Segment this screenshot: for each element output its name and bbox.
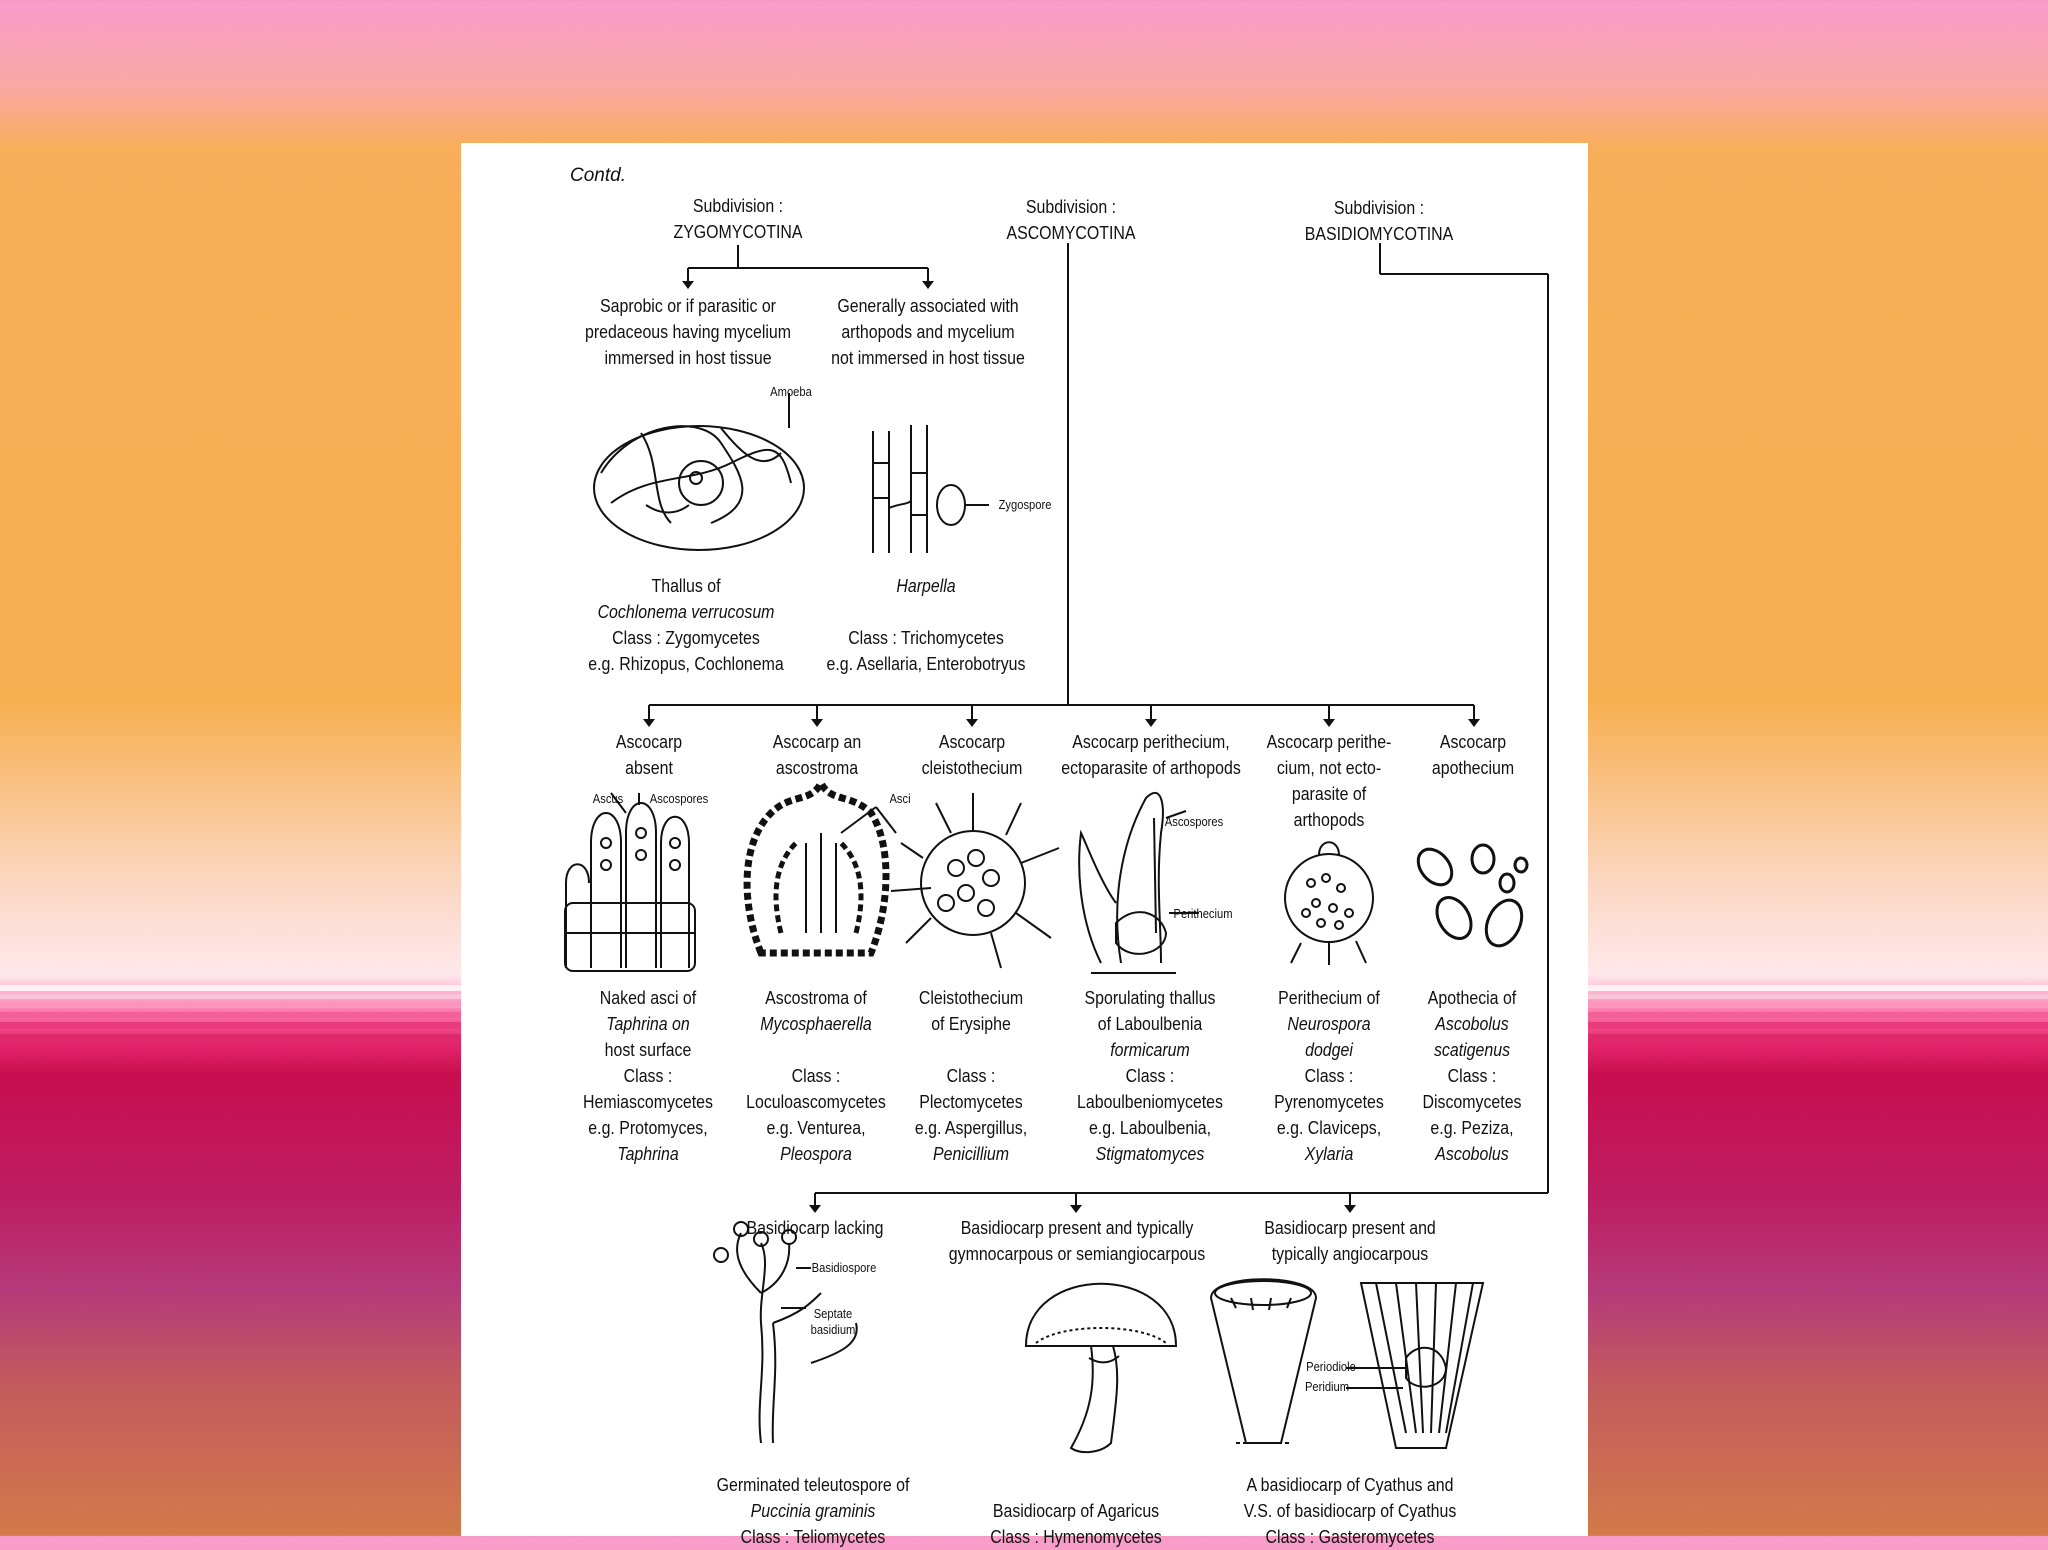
cochlonema-thallus-figure [594, 393, 804, 550]
mycosphaerella-asci [806, 807, 896, 933]
basidio-branch-1-description: Basidiocarp lacking [746, 1217, 884, 1238]
diagram-slide [461, 143, 1588, 1547]
harpella-figure [873, 425, 989, 553]
zygospore-label: Zygospore [998, 497, 1052, 512]
page-note: Contd. [570, 165, 626, 186]
zygo-branch-1-description: Saprobic or if parasitic or predaceous having mycelium immersed in host tissue [584, 295, 792, 368]
ascospores-label: Ascospores [649, 791, 709, 806]
asco-branch-5-description: Ascocarp perithe- cium, not ecto- parasite of arthopods [1266, 731, 1392, 830]
basidio-branch-3-caption: A basidiocarp of Cyathus and V.S. of basidiocarp of Cyathus Class : Gasteromycetes [1243, 1474, 1457, 1547]
asco-branch-5-caption: Perithecium of Neurospora dodgei Class : Pyrenomycetes e.g. Claviceps, Xylaria [1274, 987, 1384, 1164]
asco-branch-6-description: Ascocarp apothecium [1431, 731, 1515, 778]
basidiospore-label: Basidiospore [811, 1260, 877, 1275]
asco-branch-4-description: Ascocarp perithecium, ectoparasite of arthopods [1061, 731, 1241, 778]
neurospora-figure [1285, 842, 1373, 965]
septate-basidium-label: Septate basidium [810, 1306, 856, 1337]
asco-branch-2-caption: Ascostroma of Mycosphaerella Class : Loculoascomycetes e.g. Venturea, Pleospora [746, 987, 886, 1164]
basidio-branch-3-description: Basidiocarp present and typically angiocarpous [1264, 1217, 1436, 1264]
taphrina-figure [565, 793, 695, 971]
ascobolus-figure [1411, 843, 1528, 952]
periodiole-label: Periodiole [1306, 1359, 1356, 1374]
asco-branch-1-description: Ascocarp absent [615, 731, 683, 778]
agaricus-figure [1026, 1284, 1176, 1452]
zygo-branch-2-description: Generally associated with arthopods and mycelium not immersed in host tissue [831, 295, 1025, 368]
perithecium-label: Perithecium [1173, 906, 1233, 921]
subdivision-basidiomycotina: Subdivision : BASIDIOMYCOTINA [1304, 197, 1454, 244]
basidio-branch-2-description: Basidiocarp present and typically gymnocarpous or semiangiocarpous [948, 1217, 1206, 1264]
asco-branch-3-description: Ascocarp cleistothecium [921, 731, 1023, 778]
asco-branch-1-caption: Naked asci of Taphrina on host surface Class : Hemiascomycetes e.g. Protomyces, Taphrina [583, 987, 713, 1164]
ascus-label: Ascus [592, 791, 624, 806]
zygo-branch-2-caption: Harpella Class : Trichomycetes e.g. Asellaria, Enterobotryus [826, 575, 1026, 674]
mycosphaerella-figure [747, 783, 886, 953]
asco-branch-6-caption: Apothecia of Ascobolus scatigenus Class : Discomycetes e.g. Peziza, Ascobolus [1422, 987, 1522, 1164]
subdivision-ascomycotina: Subdivision : ASCOMYCOTINA [1006, 196, 1136, 243]
basidio-branch-2-caption: Basidiocarp of Agaricus Class : Hymenomycetes [990, 1500, 1162, 1547]
peridium-label: Peridium [1304, 1379, 1350, 1394]
asco-branch-4-caption: Sporulating thallus of Laboulbenia formicarum Class : Laboulbeniomycetes e.g. Laboulbenia, Stigmatomyces [1077, 987, 1223, 1164]
ascospores-label-2: Ascospores [1164, 814, 1224, 829]
subdivision-zygomycotina: Subdivision : ZYGOMYCOTINA [673, 195, 803, 242]
asco-branch-2-description: Ascocarp an ascostroma [772, 731, 862, 778]
amoeba-label: Amoeba [770, 384, 812, 399]
basidio-branch-1-caption: Germinated teleutospore of Puccinia graminis Class : Teliomycetes [716, 1474, 910, 1547]
erysiphe-figure [891, 793, 1059, 968]
asco-branch-3-caption: Cleistothecium of Erysiphe Class : Plectomycetes e.g. Aspergillus, Penicillium [914, 987, 1028, 1164]
asci-label: Asci [889, 791, 911, 806]
zygo-branch-1-caption: Thallus of Cochlonema verrucosum Class : Zygomycetes e.g. Rhizopus, Cochlonema [588, 575, 784, 674]
